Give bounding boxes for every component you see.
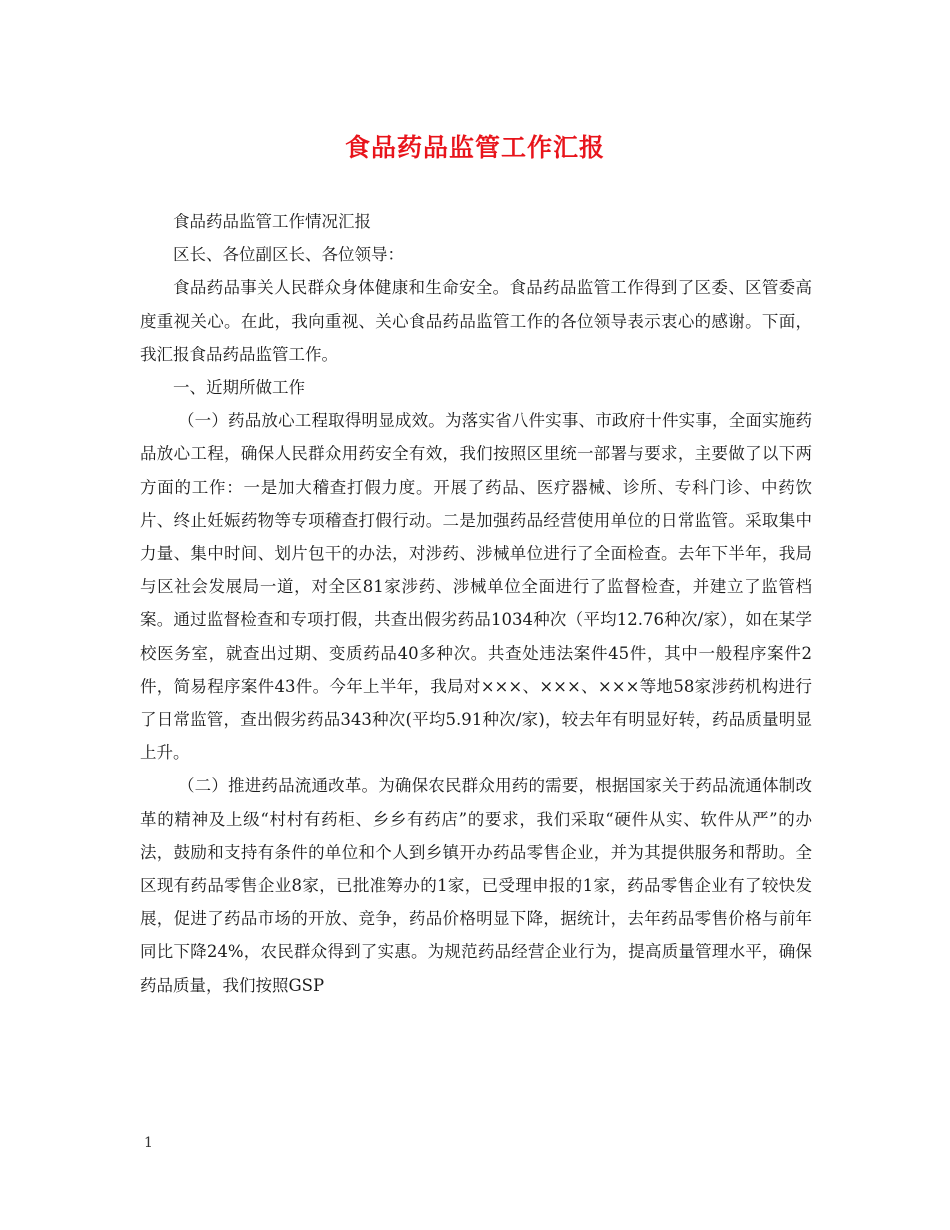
salutation: 区长、各位副区长、各位领导： [173, 245, 404, 265]
intro-paragraph: 食品药品事关人民群众身体健康和生命安全。食品药品监管工作得到了区委、区管委高度重视关心。在此，我向重视、关心食品药品监管工作的各位领导表示衷心的感谢。下面，我汇报食品药品监管工作。 [140, 278, 812, 364]
subsection-paragraph-1: （一）药品放心工程取得明显成效。为落实省八件实事、市政府十件实事，全面实施药品放心工程，确保人民群众用药安全有效，我们按照区里统一部署与要求，主要做了以下两方面的工作：一是加大稽查打假力度。开展了药品、医疗器械、诊所、专科门诊、中药饮片、终止妊娠药物等专项稽查打假行动。二是加强药品经营使用单位的日常监管。采取集中力量、集中时间、划片包干的办法，对涉药、涉械单位进行了全面检查。去年下半年，我局与区社会发展局一道，对全区81家涉药、涉械单位全面进行了监督检查，并建立了监管档案。通过监督检查和专项打假，共查出假劣药品1034种次（平均12.76种次/家），如在某学校医务室，就查出过期、变质药品40多种次。共查处违法案件45件，其中一般程序案件2件，简易程序案件43件。今年上半年，我局对×××、×××、×××等地58家涉药机构进行了日常监管，查出假劣药品343种次(平均5.91种次/家)，较去年有明显好转，药品质量明显上升。 [140, 411, 812, 763]
document-title: 食品药品监管工作汇报 [344, 133, 605, 162]
document-body [140, 205, 812, 1002]
subsection-paragraph-2: （二）推进药品流通改革。为确保农民群众用药的需要，根据国家关于药品流通体制改革的精神及上级“村村有药柜、乡乡有药店”的要求，我们采取“硬件从实、软件从严”的办法，鼓励和支持有条件的单位和个人到乡镇开办药品零售企业，并为其提供服务和帮助。全区现有药品零售企业8家，已批准筹办的1家，已受理申报的1家，药品零售企业有了较快发展，促进了药品市场的开放、竞争，药品价格明显下降，据统计，去年药品零售价格与前年同比下降24%，农民群众得到了实惠。为规范药品经营企业行为，提高质量管理水平，确保药品质量，我们按照GSP [140, 776, 812, 995]
report-heading: 食品药品监管工作情况汇报 [173, 212, 371, 231]
page-number: 1 [144, 1135, 153, 1151]
section-heading: 一、近期所做工作 [173, 378, 305, 398]
